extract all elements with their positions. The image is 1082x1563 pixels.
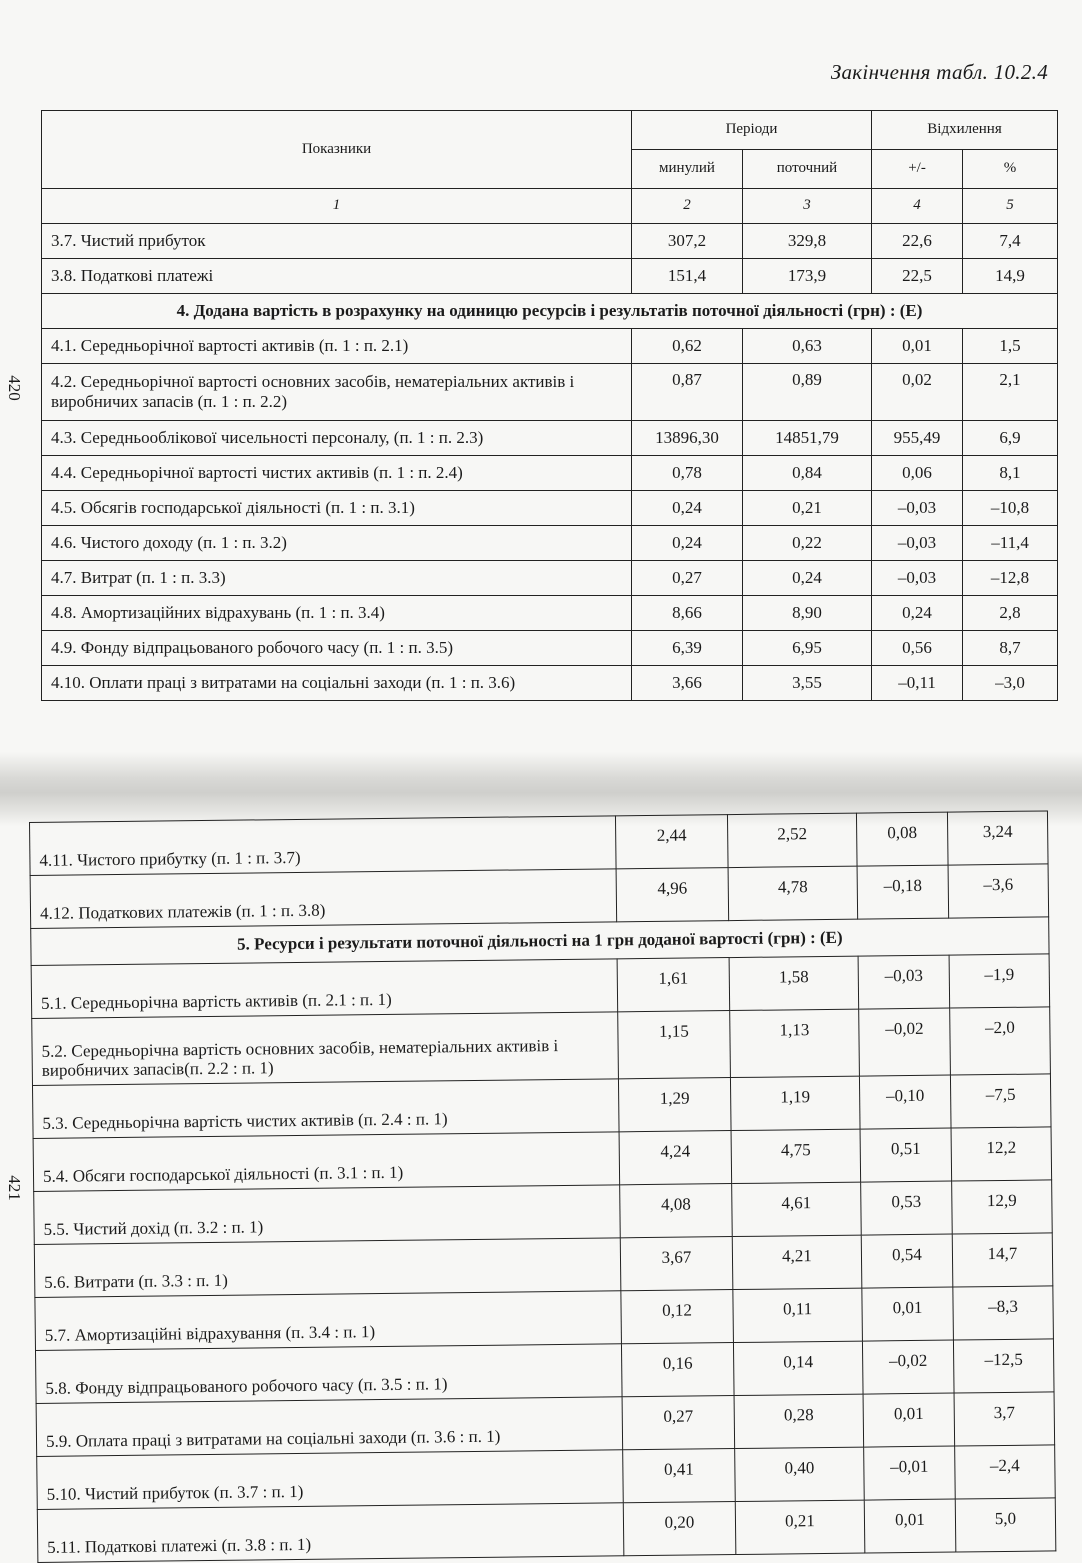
value-current: 0,84 bbox=[743, 456, 872, 491]
value-deviation-pct: 7,4 bbox=[963, 224, 1058, 259]
value-deviation-abs: –0,03 bbox=[858, 955, 950, 1009]
table-row bbox=[42, 421, 1058, 456]
value-deviation-pct: 3,7 bbox=[954, 1392, 1055, 1446]
value-current: 173,9 bbox=[743, 259, 872, 294]
value-previous: 1,15 bbox=[618, 1011, 731, 1079]
value-deviation-pct: 8,1 bbox=[963, 456, 1058, 491]
value-previous: 0,12 bbox=[621, 1290, 734, 1344]
row-label: 4.7. Витрат (п. 1 : п. 3.3) bbox=[42, 561, 632, 596]
value-previous: 0,41 bbox=[623, 1449, 736, 1503]
value-deviation-abs: 0,54 bbox=[861, 1234, 953, 1288]
table-row bbox=[37, 1498, 1056, 1563]
value-previous: 151,4 bbox=[632, 259, 743, 294]
value-deviation-pct: 8,7 bbox=[963, 631, 1058, 666]
value-deviation-pct: 2,1 bbox=[963, 364, 1058, 421]
value-current: 6,95 bbox=[743, 631, 872, 666]
value-deviation-pct: –3,0 bbox=[963, 666, 1058, 701]
header-previous: минулий bbox=[632, 150, 743, 189]
header-indicators: Показники bbox=[42, 111, 632, 189]
value-previous: 4,96 bbox=[616, 868, 729, 922]
value-current: 3,55 bbox=[743, 666, 872, 701]
header-plus-minus: +/- bbox=[872, 150, 963, 189]
table-row bbox=[42, 491, 1058, 526]
value-current: 0,22 bbox=[743, 526, 872, 561]
value-deviation-pct: –2,4 bbox=[955, 1445, 1056, 1499]
value-deviation-abs: 22,5 bbox=[872, 259, 963, 294]
value-current: 0,63 bbox=[743, 329, 872, 364]
table-row bbox=[42, 561, 1058, 596]
row-label: 4.2. Середньорічної вартості основних засобів, нематеріальних активів і виробничих запасів (п. 1 : п. 2.2) bbox=[42, 364, 632, 421]
value-deviation-pct: –11,4 bbox=[963, 526, 1058, 561]
value-previous: 0,24 bbox=[632, 491, 743, 526]
table-row bbox=[42, 329, 1058, 364]
row-label: 4.6. Чистого доходу (п. 1 : п. 3.2) bbox=[42, 526, 632, 561]
value-previous: 1,29 bbox=[618, 1078, 731, 1132]
value-current: 4,75 bbox=[731, 1129, 861, 1183]
value-previous: 0,78 bbox=[632, 456, 743, 491]
value-deviation-pct: –3,6 bbox=[948, 864, 1049, 918]
value-deviation-pct: 14,7 bbox=[952, 1233, 1053, 1287]
indicators-table-bottom bbox=[29, 810, 1056, 1563]
value-previous: 0,27 bbox=[622, 1396, 735, 1450]
value-deviation-abs: –0,18 bbox=[857, 865, 949, 919]
value-current: 4,21 bbox=[732, 1235, 862, 1289]
value-deviation-abs: 0,01 bbox=[862, 1287, 954, 1341]
value-deviation-pct: –7,5 bbox=[950, 1074, 1051, 1128]
value-previous: 3,67 bbox=[620, 1237, 733, 1291]
value-deviation-abs: –0,01 bbox=[864, 1446, 956, 1500]
table-row bbox=[42, 526, 1058, 561]
value-previous: 0,27 bbox=[632, 561, 743, 596]
row-label: 5.9. Оплата праці з витратами на соціальні заходи (п. 3.6 : п. 1) bbox=[36, 1397, 623, 1457]
value-current: 8,90 bbox=[743, 596, 872, 631]
value-previous: 13896,30 bbox=[632, 421, 743, 456]
header-periods: Періоди bbox=[632, 111, 872, 150]
header-deviations: Відхилення bbox=[872, 111, 1058, 150]
row-label: 4.10. Оплати праці з витратами на соціальні заходи (п. 1 : п. 3.6) bbox=[42, 666, 632, 701]
value-deviation-abs: –0,02 bbox=[862, 1340, 954, 1394]
value-deviation-abs: –0,03 bbox=[872, 491, 963, 526]
row-label: 5.2. Середньорічна вартість основних засобів, нематеріальних активів і виробничих запасів(п. 2.2 : п. 1) bbox=[32, 1012, 619, 1086]
value-deviation-pct: 3,24 bbox=[947, 811, 1048, 865]
header-current: поточний bbox=[743, 150, 872, 189]
value-deviation-abs: –0,03 bbox=[872, 526, 963, 561]
value-current: 14851,79 bbox=[743, 421, 872, 456]
row-label: 5.11. Податкові платежі (п. 3.8 : п. 1) bbox=[37, 1503, 624, 1563]
column-index: 2 bbox=[632, 189, 743, 224]
column-index: 5 bbox=[963, 189, 1058, 224]
value-previous: 2,44 bbox=[615, 815, 728, 869]
value-deviation-abs: 0,06 bbox=[872, 456, 963, 491]
section-4-title: 4. Додана вартість в розрахунку на одиницю ресурсів і результатів поточної діяльності (грн) : (Е) bbox=[42, 294, 1058, 329]
value-deviation-abs: 0,01 bbox=[864, 1499, 956, 1553]
value-deviation-abs: –0,10 bbox=[859, 1075, 951, 1129]
table-row bbox=[42, 596, 1058, 631]
value-current: 0,24 bbox=[743, 561, 872, 596]
value-current: 0,40 bbox=[735, 1447, 865, 1501]
value-deviation-pct: 14,9 bbox=[963, 259, 1058, 294]
row-label: 3.7. Чистий прибуток bbox=[42, 224, 632, 259]
row-label: 5.5. Чистий дохід (п. 3.2 : п. 1) bbox=[34, 1185, 621, 1245]
value-deviation-abs: 0,01 bbox=[872, 329, 963, 364]
value-previous: 0,87 bbox=[632, 364, 743, 421]
indicators-table-top bbox=[41, 110, 1058, 701]
row-label: 4.12. Податкових платежів (п. 1 : п. 3.8) bbox=[30, 869, 617, 929]
table-row bbox=[42, 631, 1058, 666]
value-deviation-pct: 12,2 bbox=[951, 1127, 1052, 1181]
column-index: 4 bbox=[872, 189, 963, 224]
table-row bbox=[42, 364, 1058, 421]
value-deviation-pct: 1,5 bbox=[963, 329, 1058, 364]
value-deviation-pct: 6,9 bbox=[963, 421, 1058, 456]
value-deviation-pct: 5,0 bbox=[955, 1498, 1056, 1552]
value-previous: 4,24 bbox=[619, 1131, 732, 1185]
value-previous: 307,2 bbox=[632, 224, 743, 259]
column-index: 3 bbox=[743, 189, 872, 224]
row-label: 4.4. Середньорічної вартості чистих активів (п. 1 : п. 2.4) bbox=[42, 456, 632, 491]
value-previous: 1,61 bbox=[617, 958, 730, 1012]
row-label: 5.10. Чистий прибуток (п. 3.7 : п. 1) bbox=[37, 1450, 624, 1510]
value-deviation-abs: 0,53 bbox=[861, 1181, 953, 1235]
value-current: 1,13 bbox=[730, 1009, 860, 1077]
row-label: 4.11. Чистого прибутку (п. 1 : п. 3.7) bbox=[30, 816, 617, 876]
value-deviation-pct: 2,8 bbox=[963, 596, 1058, 631]
value-previous: 4,08 bbox=[620, 1184, 733, 1238]
value-current: 0,28 bbox=[734, 1394, 864, 1448]
value-deviation-pct: –12,8 bbox=[963, 561, 1058, 596]
value-previous: 0,24 bbox=[632, 526, 743, 561]
row-label: 5.8. Фонду відпрацьованого робочого часу (п. 3.5 : п. 1) bbox=[35, 1344, 622, 1404]
row-label: 4.9. Фонду відпрацьованого робочого часу (п. 1 : п. 3.5) bbox=[42, 631, 632, 666]
value-current: 1,19 bbox=[730, 1076, 860, 1130]
table-row bbox=[42, 456, 1058, 491]
row-label: 5.4. Обсяги господарської діяльності (п. 3.1 : п. 1) bbox=[33, 1132, 620, 1192]
value-deviation-abs: –0,02 bbox=[859, 1008, 951, 1076]
value-deviation-abs: 0,56 bbox=[872, 631, 963, 666]
value-current: 0,21 bbox=[743, 491, 872, 526]
table-row bbox=[42, 666, 1058, 701]
value-deviation-abs: 0,51 bbox=[860, 1128, 952, 1182]
value-deviation-abs: –0,03 bbox=[872, 561, 963, 596]
table-row bbox=[32, 1007, 1051, 1086]
table-row bbox=[42, 224, 1058, 259]
row-label: 4.5. Обсягів господарської діяльності (п. 1 : п. 3.1) bbox=[42, 491, 632, 526]
row-label: 4.1. Середньорічної вартості активів (п. 1 : п. 2.1) bbox=[42, 329, 632, 364]
value-previous: 8,66 bbox=[632, 596, 743, 631]
value-deviation-pct: –12,5 bbox=[953, 1339, 1054, 1393]
value-deviation-abs: 0,08 bbox=[856, 812, 948, 866]
value-previous: 0,20 bbox=[623, 1502, 736, 1556]
section-5-title: 5. Ресурси і результати поточної діяльності на 1 грн доданої вартості (грн) : (Е) bbox=[31, 917, 1049, 966]
value-deviation-abs: 955,49 bbox=[872, 421, 963, 456]
value-current: 329,8 bbox=[743, 224, 872, 259]
value-deviation-abs: 22,6 bbox=[872, 224, 963, 259]
value-current: 0,89 bbox=[743, 364, 872, 421]
row-label: 5.3. Середньорічна вартість чистих активів (п. 2.4 : п. 1) bbox=[32, 1079, 619, 1139]
value-current: 0,21 bbox=[735, 1500, 865, 1554]
value-current: 4,78 bbox=[728, 866, 858, 920]
row-label: 4.3. Середньооблікової чисельності персоналу, (п. 1 : п. 2.3) bbox=[42, 421, 632, 456]
value-deviation-abs: 0,24 bbox=[872, 596, 963, 631]
header-percent: % bbox=[963, 150, 1058, 189]
value-deviation-pct: –10,8 bbox=[963, 491, 1058, 526]
value-current: 2,52 bbox=[727, 813, 857, 867]
value-previous: 0,16 bbox=[621, 1343, 734, 1397]
table-continuation-caption: Закінчення табл. 10.2.4 bbox=[830, 60, 1048, 84]
page-number-bottom: 421 bbox=[4, 1175, 24, 1201]
value-previous: 0,62 bbox=[632, 329, 743, 364]
value-current: 0,14 bbox=[733, 1341, 863, 1395]
value-current: 1,58 bbox=[729, 956, 859, 1010]
value-deviation-pct: –2,0 bbox=[950, 1007, 1051, 1075]
value-current: 0,11 bbox=[733, 1288, 863, 1342]
value-current: 4,61 bbox=[732, 1182, 862, 1236]
value-deviation-abs: 0,01 bbox=[863, 1393, 955, 1447]
row-label: 5.7. Амортизаційні відрахування (п. 3.4 : п. 1) bbox=[35, 1291, 622, 1351]
row-label: 4.8. Амортизаційних відрахувань (п. 1 : п. 3.4) bbox=[42, 596, 632, 631]
row-label: 3.8. Податкові платежі bbox=[42, 259, 632, 294]
row-label: 5.1. Середньорічна вартість активів (п. 2.1 : п. 1) bbox=[31, 959, 618, 1019]
value-previous: 6,39 bbox=[632, 631, 743, 666]
value-deviation-pct: 12,9 bbox=[952, 1180, 1053, 1234]
column-index: 1 bbox=[42, 189, 632, 224]
value-deviation-abs: 0,02 bbox=[872, 364, 963, 421]
row-label: 5.6. Витрати (п. 3.3 : п. 1) bbox=[34, 1238, 621, 1298]
value-deviation-pct: –8,3 bbox=[953, 1286, 1054, 1340]
table-row bbox=[42, 259, 1058, 294]
page-number-top: 420 bbox=[4, 375, 24, 401]
value-deviation-abs: –0,11 bbox=[872, 666, 963, 701]
value-previous: 3,66 bbox=[632, 666, 743, 701]
value-deviation-pct: –1,9 bbox=[949, 954, 1050, 1008]
